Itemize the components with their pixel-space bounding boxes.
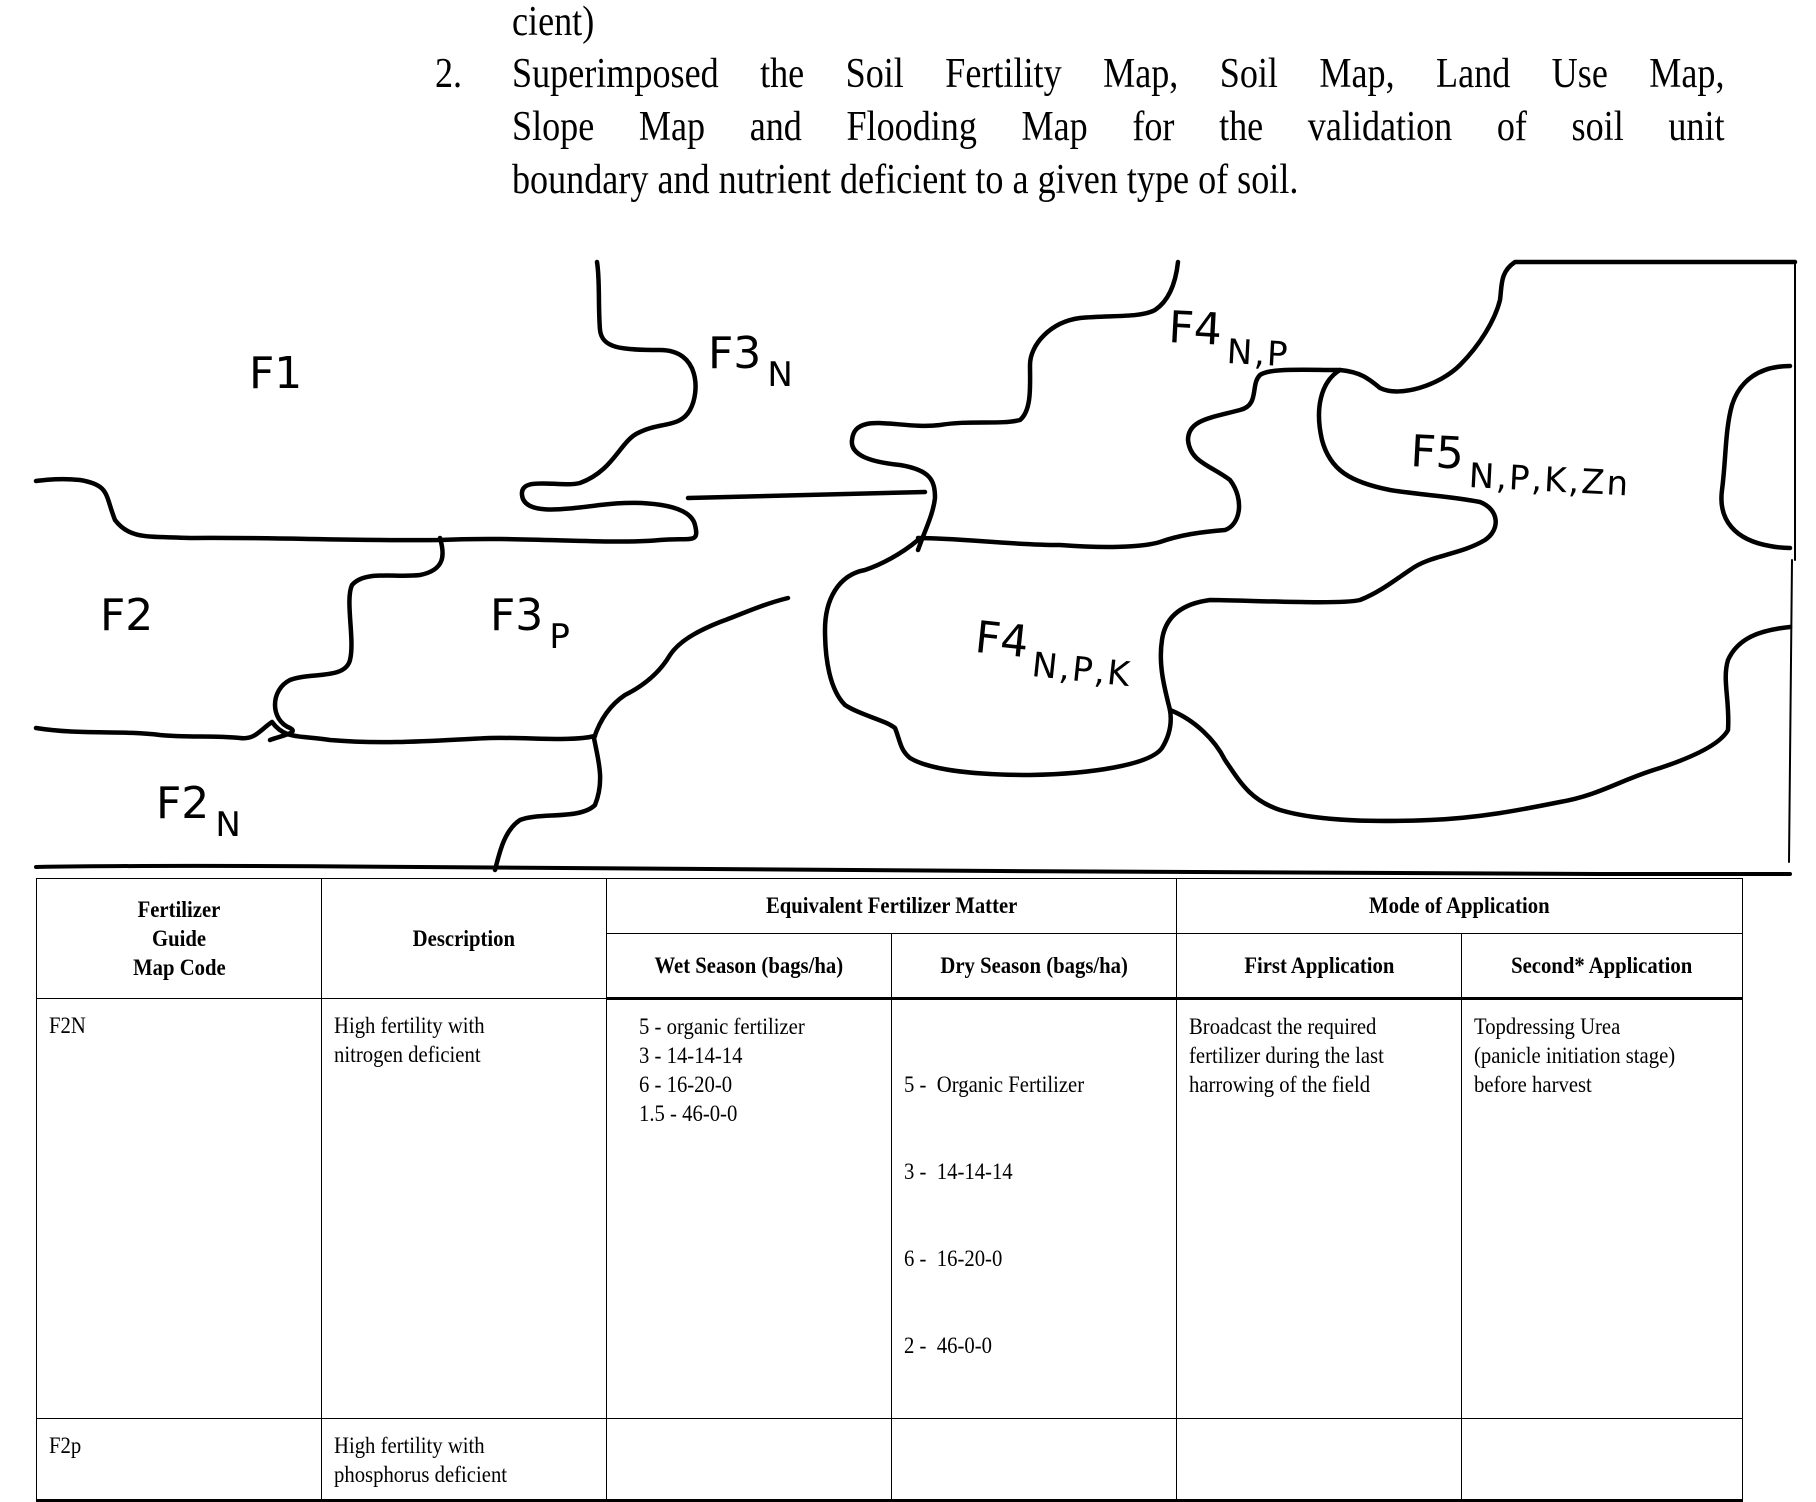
cell-text: Broadcast the required <box>1189 1014 1377 1039</box>
zone-deficiency: N,P <box>1225 332 1291 376</box>
word: the <box>1219 104 1264 150</box>
cell-text: nitrogen deficient <box>334 1042 481 1067</box>
header-text: Fertilizer <box>137 897 221 922</box>
zone-code: F3 <box>490 590 544 641</box>
word: Soil <box>1219 51 1278 97</box>
header-text: Equivalent Fertilizer Matter <box>765 893 1018 918</box>
map-label-f2n <box>156 778 243 845</box>
zone-code: F1 <box>249 348 303 399</box>
word: Superimposed <box>512 51 719 97</box>
cell-wet-season <box>607 999 892 1419</box>
cell-text: 1.5 - 46-0-0 <box>639 1101 738 1126</box>
word: Map, <box>1649 51 1725 97</box>
header-equivalent-fertilizer <box>607 879 1177 934</box>
word: Use <box>1551 51 1608 97</box>
cell-second-application <box>1462 999 1743 1419</box>
cell-wet-season <box>607 1419 892 1501</box>
header-text: Second* Application <box>1511 952 1693 978</box>
header-text: Wet Season (bags/ha) <box>654 952 844 978</box>
table-row <box>37 1419 1743 1501</box>
word: Map, <box>1103 51 1179 97</box>
zone-code: F5 <box>1409 426 1466 480</box>
zone-code: F2 <box>100 590 154 641</box>
list-item-line-1 <box>512 48 1725 100</box>
word: Land <box>1436 51 1511 97</box>
header-dry-season <box>892 934 1177 999</box>
zone-deficiency: N,P,K <box>1029 645 1134 696</box>
cell-text: 6 - 16-20-0 <box>639 1072 733 1097</box>
cell-description <box>322 999 607 1419</box>
header-map-code <box>37 879 322 999</box>
cell-text: 3 - 14-14-14 <box>904 1159 1013 1184</box>
header-text: Mode of Application <box>1369 893 1550 918</box>
header-text: First Application <box>1243 952 1395 978</box>
word: Soil <box>845 51 904 97</box>
word: the <box>760 51 805 97</box>
zone-deficiency: N,P,K,Zn <box>1467 456 1632 505</box>
map-label-f1 <box>249 348 302 399</box>
cell-second-application <box>1462 1419 1743 1501</box>
zone-code: F3 <box>708 328 762 379</box>
header-second-application <box>1462 934 1743 999</box>
word: Fertility <box>945 51 1062 97</box>
cell-map-code <box>37 1419 322 1501</box>
cell-map-code <box>37 999 322 1419</box>
list-item-line-3: boundary and nutrient deficient to a given type of soil. <box>512 157 1299 203</box>
header-mode-of-application <box>1177 879 1743 934</box>
cell-text: before harvest <box>1474 1072 1592 1097</box>
soil-fertility-map <box>0 240 1816 880</box>
cell-text: Topdressing Urea <box>1474 1014 1621 1039</box>
map-label-f2 <box>100 590 153 641</box>
cell-text: 5 - organic fertilizer <box>639 1014 805 1039</box>
header-description <box>322 879 607 999</box>
cell-first-application <box>1177 999 1462 1419</box>
cell-text: 2 - 46-0-0 <box>904 1333 992 1358</box>
word: Map <box>1021 104 1088 150</box>
map-label-f4np <box>1167 302 1292 376</box>
word: for <box>1132 104 1175 150</box>
cell-text: phosphorus deficient <box>334 1462 508 1487</box>
zone-deficiency: N <box>215 805 243 845</box>
word: of <box>1496 104 1527 150</box>
header-text: Map Code <box>132 955 226 980</box>
cell-first-application <box>1177 1419 1462 1501</box>
header-text: Dry Season (bags/ha) <box>940 952 1128 978</box>
zone-code: F2 <box>156 778 210 829</box>
cell-text: 3 - 14-14-14 <box>639 1043 743 1068</box>
cell-text: High fertility with <box>334 1013 485 1038</box>
table-row <box>37 999 1743 1419</box>
map-label-f3n <box>708 328 795 395</box>
header-text: Description <box>412 925 516 951</box>
cell-text: harrowing of the field <box>1189 1072 1371 1097</box>
cell-text: 5 - Organic Fertilizer <box>904 1072 1085 1097</box>
word: validation <box>1307 104 1453 150</box>
word: Flooding <box>846 104 977 150</box>
cell-text: F2p <box>49 1433 82 1458</box>
header-first-application <box>1177 934 1462 999</box>
cell-text: (panicle initiation stage) <box>1474 1043 1676 1068</box>
zone-code: F4 <box>972 612 1032 669</box>
zone-deficiency: N <box>767 355 795 395</box>
header-wet-season <box>607 934 892 999</box>
map-boundaries <box>0 240 1816 880</box>
word: unit <box>1668 104 1725 150</box>
word: and <box>749 104 802 150</box>
fertilizer-guide-table <box>36 878 1743 1502</box>
zone-code: F4 <box>1167 302 1224 356</box>
cell-text: High fertility with <box>334 1433 485 1458</box>
header-text: Guide <box>151 926 207 951</box>
list-item-line-2 <box>512 101 1725 153</box>
word: Slope <box>512 104 595 150</box>
zone-deficiency: P <box>549 617 572 657</box>
cell-dry-season <box>892 1419 1177 1501</box>
cell-description <box>322 1419 607 1501</box>
word: Map, <box>1319 51 1395 97</box>
cell-text: F2N <box>49 1013 86 1038</box>
map-label-f3p <box>490 590 572 657</box>
cell-text: fertilizer during the last <box>1189 1043 1384 1068</box>
text-continuation: cient) <box>512 0 595 45</box>
cell-dry-season <box>892 999 1177 1419</box>
cell-text: 6 - 16-20-0 <box>904 1246 1003 1271</box>
word: soil <box>1571 104 1624 150</box>
word: Map <box>638 104 706 150</box>
list-item-number: 2. <box>435 51 463 97</box>
